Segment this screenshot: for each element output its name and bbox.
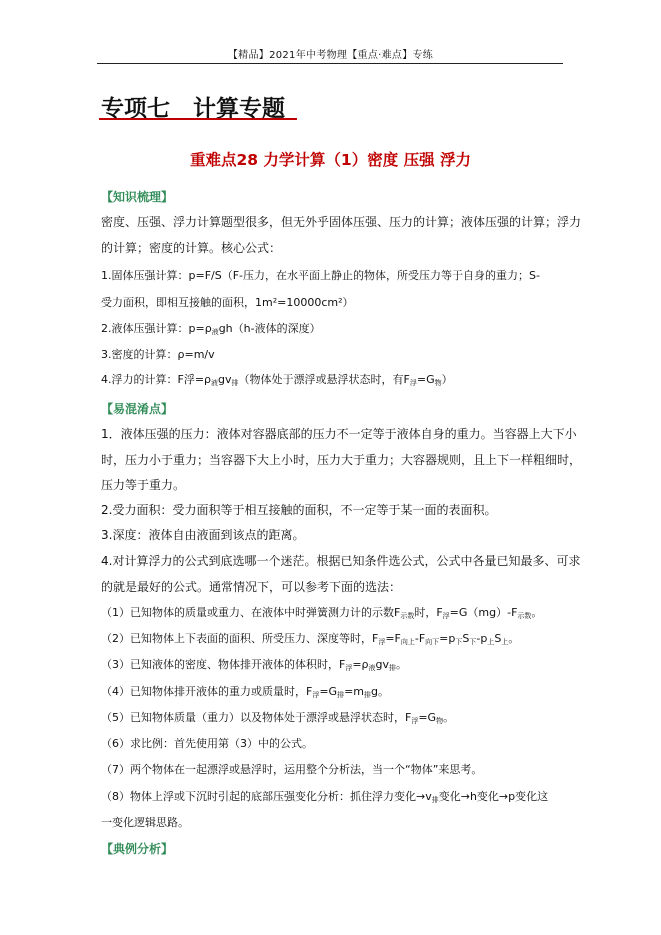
item-text: （3）已知液体的密度、物体排开液体的体积时，F xyxy=(101,658,346,671)
item-text: 。 xyxy=(443,711,455,724)
confusion-line-6: 4.对计算浮力的公式到底选哪一个迷茫。根据已知条件选公式，公式中各量已知最多、可求 xyxy=(101,554,581,568)
confusion-line-1: 1．液体压强的压力：液体对容器底部的压力不一定等于液体自身的重力。当容器上大下小 xyxy=(101,427,577,441)
method-item-6: （6）求比例：首先使用第（3）中的公式。 xyxy=(101,737,313,750)
knowledge-line-2: 的计算；密度的计算。核心公式： xyxy=(101,241,282,255)
item-text: =m xyxy=(344,685,365,698)
item-text: =p xyxy=(439,632,456,645)
chapter-title: 专项七 计算专题 xyxy=(101,95,285,122)
item-text: 。 xyxy=(396,658,408,671)
item-text: （5）已知物体质量（重力）以及物体处于漂浮或悬浮状态时，F xyxy=(101,711,412,724)
subscript: 上 xyxy=(487,638,495,646)
confusion-line-3: 压力等于重力。 xyxy=(101,478,186,492)
item-text: g。 xyxy=(371,685,389,698)
subscript: 下 xyxy=(469,638,477,646)
item-text: =G xyxy=(319,685,338,698)
subscript: 示数 xyxy=(517,612,532,620)
knowledge-heading: 【知识梳理】 xyxy=(101,190,174,204)
subscript: 向上 xyxy=(400,638,415,646)
subscript: 排 xyxy=(431,796,439,804)
confusion-line-5: 3.深度：液体自由液面到该点的距离。 xyxy=(101,528,305,542)
section-subtitle: 重难点28 力学计算（1）密度 压强 浮力 xyxy=(189,151,472,169)
subscript: 物 xyxy=(434,379,442,387)
item-text: 时，F xyxy=(414,606,443,619)
page-header: 【精品】2021年中考物理【重点·难点】专练 xyxy=(227,50,434,61)
subscript: 示数 xyxy=(400,612,415,620)
subscript: 液 xyxy=(211,328,219,336)
item-text: （4）已知物体排开液体的重力或质量时，F xyxy=(101,685,313,698)
subscript: 浮 xyxy=(312,691,320,699)
item-text: =ρ xyxy=(352,658,369,671)
knowledge-line-4: 受力面积，即相互接触的面积，1m²=10000cm²） xyxy=(101,296,354,309)
formula-text: =G xyxy=(416,373,435,386)
example-heading: 【典例分析】 xyxy=(101,842,174,856)
item-text: S xyxy=(494,632,502,645)
item-text: （2）已知物体上下表面的面积、所受压力、深度等时，F xyxy=(101,632,379,645)
method-item-1 xyxy=(101,606,542,623)
method-item-5 xyxy=(101,711,454,728)
subscript: 物 xyxy=(436,717,444,725)
formula-text: 4.浮力的计算：F浮=ρ xyxy=(101,373,212,386)
header-rule xyxy=(97,63,563,64)
knowledge-line-7 xyxy=(101,373,453,390)
subscript: 排 xyxy=(231,379,239,387)
item-text: （8）物体上浮或下沉时引起的底部压强变化分析：抓住浮力变化→v xyxy=(101,790,432,803)
confusion-line-2: 时，压力小于重力；当容器下大上小时，压力大于重力；大容器规则，且上下一样粗细时， xyxy=(101,453,582,467)
subscript: 排 xyxy=(337,691,345,699)
item-text: -p xyxy=(476,632,488,645)
subscript: 液 xyxy=(368,664,376,672)
subscript: 排 xyxy=(364,691,372,699)
method-item-8-cont: 一变化逻辑思路。 xyxy=(101,816,189,829)
confusion-line-7: 的就是最好的公式。通常情况下，可以参考下面的选法： xyxy=(101,580,402,594)
method-item-7: （7）两个物体在一起漂浮或悬浮时，运用整个分析法，当一个“物体”来思考。 xyxy=(101,763,483,776)
formula-text: 2.液体压强计算：p=ρ xyxy=(101,322,212,335)
knowledge-line-1: 密度、压强、浮力计算题型很多，但无外乎固体压强、压力的计算；液体压强的计算；浮力 xyxy=(101,215,582,229)
knowledge-line-6: 3.密度的计算：ρ=m/v xyxy=(101,348,215,361)
item-text: =G xyxy=(418,711,437,724)
subscript: 浮 xyxy=(442,612,450,620)
title-underline xyxy=(99,118,297,120)
subscript: 排 xyxy=(389,664,397,672)
subscript: 上 xyxy=(501,638,509,646)
subscript: 浮 xyxy=(411,717,419,725)
knowledge-line-5 xyxy=(101,322,321,339)
formula-text: gh（h-液体的深度） xyxy=(218,322,321,335)
method-item-8 xyxy=(101,790,548,807)
subscript: 向下 xyxy=(425,638,440,646)
subscript: 浮 xyxy=(409,379,417,387)
item-text: -F xyxy=(414,632,426,645)
method-item-2 xyxy=(101,632,519,649)
confusion-heading: 【易混淆点】 xyxy=(101,402,174,416)
formula-text: gv xyxy=(218,373,232,386)
item-text: S xyxy=(462,632,470,645)
subscript: 浮 xyxy=(345,664,353,672)
formula-text: ） xyxy=(441,373,453,386)
item-text: （1）已知物体的质量或重力、在液体中时弹簧测力计的示数F xyxy=(101,606,401,619)
subscript: 浮 xyxy=(378,638,386,646)
method-item-4 xyxy=(101,685,389,702)
item-text: 变化→h变化→p变化这 xyxy=(438,790,549,803)
item-text: 。 xyxy=(508,632,520,645)
item-text: =G（mg）-F xyxy=(449,606,518,619)
confusion-line-4: 2.受力面积：受力面积等于相互接触的面积，不一定等于某一面的表面积。 xyxy=(101,503,497,517)
item-text: gv xyxy=(375,658,390,671)
method-item-3 xyxy=(101,658,407,675)
item-text: 。 xyxy=(531,606,543,619)
subscript: 液 xyxy=(211,379,219,387)
subscript: 下 xyxy=(455,638,463,646)
item-text: =F xyxy=(385,632,401,645)
formula-text: （物体处于漂浮或悬浮状态时，有F xyxy=(238,373,410,386)
knowledge-line-3: 1.固体压强计算：p=F/S（F-压力，在水平面上静止的物体，所受压力等于自身的重力；S- xyxy=(101,269,540,282)
